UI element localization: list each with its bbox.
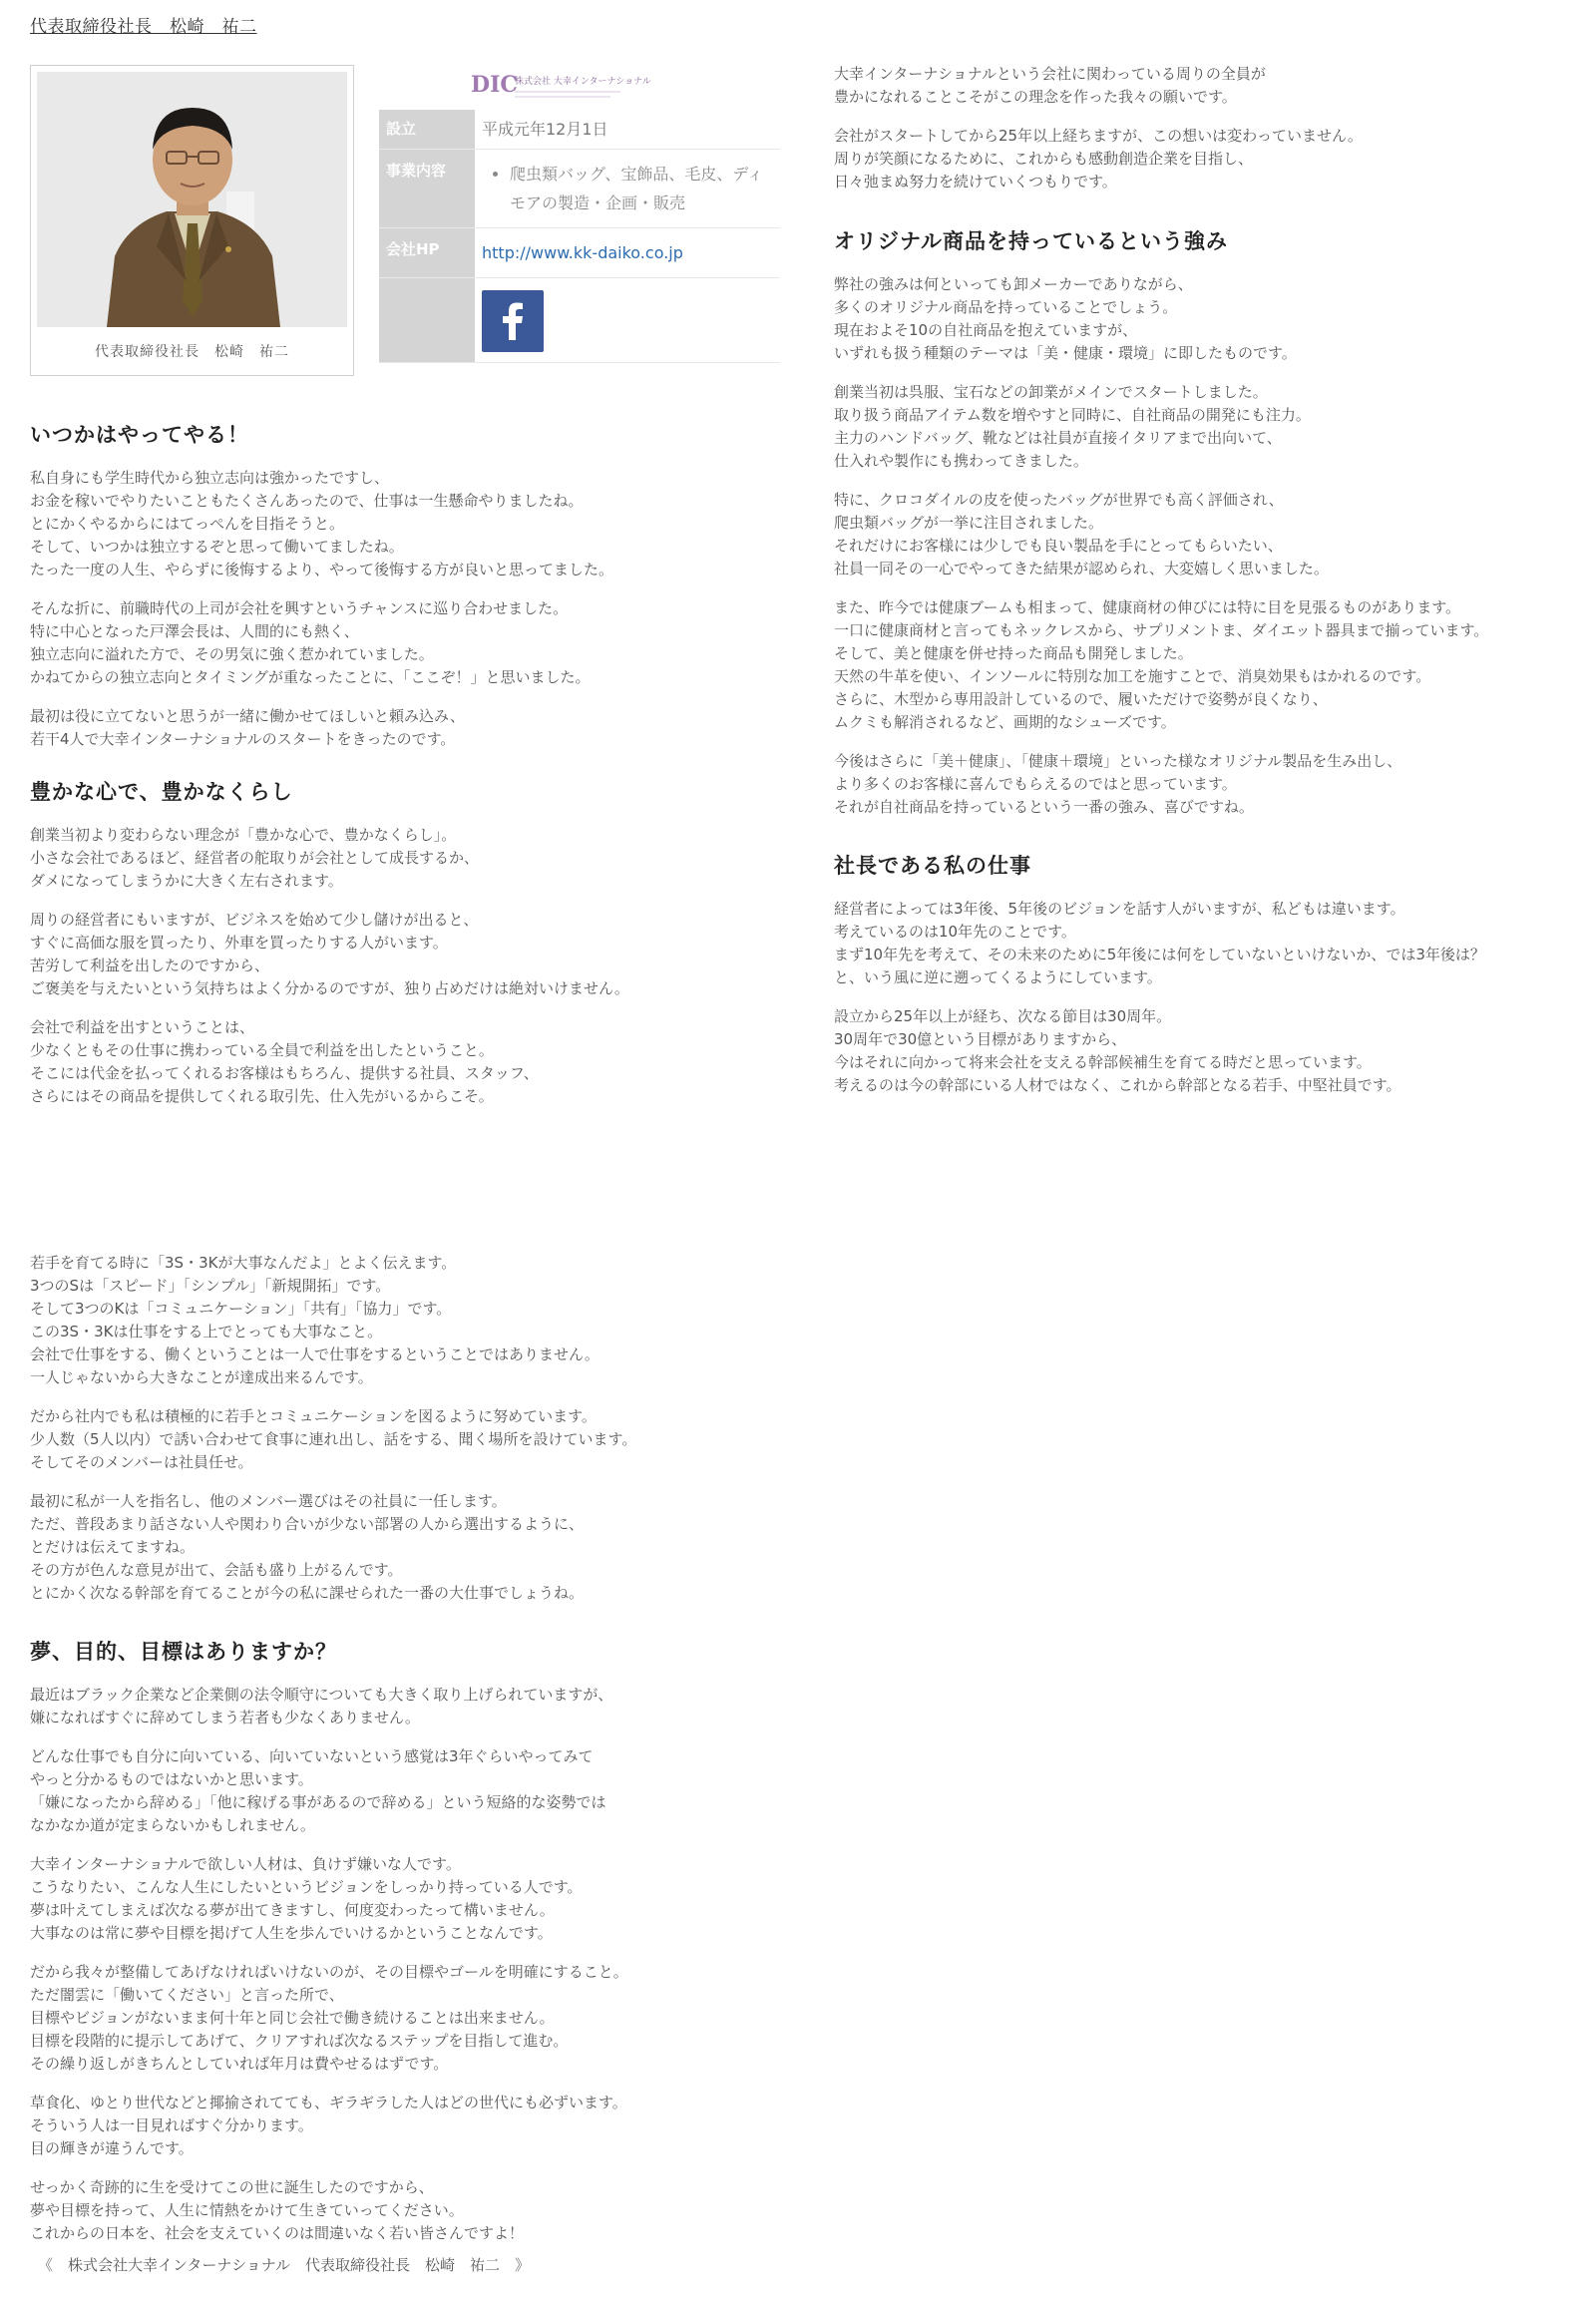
section-yume: [30, 1636, 818, 2261]
president-photo-card: [30, 65, 354, 376]
facebook-icon: [482, 290, 544, 352]
business-value: [475, 150, 780, 228]
section-original: [834, 225, 1582, 835]
paragraph: 創業当初より変わらない理念が「豊かな心で、豊かなくらし」。 小さな会社であるほど、経営者の舵取りが会社として成長するか、 ダメになってしまうかに大きく左右されます。: [30, 826, 480, 890]
page-title: 代表取締役社長 松崎 祐二: [30, 17, 257, 37]
facebook-label-cell: [379, 278, 475, 363]
paragraph: 創業当初は呉服、宝石などの卸業がメインでスタートしました。 取り扱う商品アイテム数を増やすと同時に、自社商品の開発にも注力。 主力のハンドバッグ、靴などは社員が直接イタリアまで出向いて、 仕入れや製作にも携わってきました。: [834, 383, 1311, 470]
company-hp-link[interactable]: http://www.kk-daiko.co.jp: [482, 243, 683, 262]
paragraph: 会社がスタートしてから25年以上経ちますが、この想いは変わっていません。 周りが笑顔になるために、これからも感動創造企業を目指し、 日々弛まぬ努力を続けていくつもりです。: [834, 127, 1363, 191]
facebook-cell: [475, 278, 780, 363]
section-heading: オリジナル商品を持っているという強み: [834, 229, 1228, 253]
section-itsuka: [30, 419, 818, 767]
paragraph: だから社内でも私は積極的に若手とコミュニケーションを図るように努めています。 少人数（5人以内）で誘い合わせて食事に連れ出し、話をする、聞く場所を設けています。 そしてそのメンバーは社員任せ。: [30, 1407, 637, 1471]
paragraph: 私自身にも学生時代から独立志向は強かったですし、 お金を稼いでやりたいこともたくさんあったので、仕事は一生懸命やりましたね。 とにかくやるからにはてっぺんを目指そうと。 そして、いつかは独立するぞと思って働いてましたね。 たった一度の人生、やらずに後悔するより、やって後悔する方が良いと思ってました。: [30, 469, 614, 578]
section-shigoto: [834, 850, 1582, 1113]
paragraph: せっかく奇跡的に生を受けてこの世に誕生したのですから、 夢や目標を持って、人生に情熱をかけて生きていってください。 これからの日本を、社会を支えていくのは間違いなく若い皆さんですよ！: [30, 2178, 525, 2242]
business-item: • 爬虫類バッグ、宝飾品、毛皮、ディモアの製造・企画・販売: [510, 160, 773, 217]
paragraph: 設立から25年以上が経ち、次なる節目は30周年。 30周年で30億という目標がありますから、 今はそれに向かって将来会社を支える幹部候補生を育てる時だと思っています。 考えるのは今の幹部にいる人材ではなく、これから幹部となる若手、中堅社員です。: [834, 1007, 1401, 1094]
company-info-table: [379, 110, 780, 363]
paragraph: 若手を育てる時に「3S・3Kが大事なんだよ」とよく伝えます。 3つのSは「スピード」「シンプル」「新規開拓」です。 そして3つのKは「コミュニケーション」「共有」「協力」です。 この3S・3Kは仕事をする上でとっても大事なこと。 会社で仕事をする、働くということは一人で仕事をするということではありません。 一人じゃないから大きなことが達成出来るんです。: [30, 1254, 599, 1386]
business-row: [379, 150, 780, 228]
photo-caption: 代表取締役社長 松崎 祐二: [95, 344, 289, 360]
hp-value: [475, 228, 780, 278]
hp-row: [379, 228, 780, 278]
founded-value: 平成元年12月1日: [475, 110, 780, 150]
section-yutaka: [30, 776, 818, 1124]
section-heading: 社長である私の仕事: [834, 854, 1031, 878]
section-heading: 豊かな心で、豊かなくらし: [30, 780, 293, 804]
logo-text: 株式会社 大幸インターナショナル: [515, 77, 651, 87]
section-heading: いつかはやってやる！: [30, 423, 249, 447]
founded-row: [379, 110, 780, 150]
founded-label: 設立: [379, 110, 475, 150]
section-3s3k: [30, 1252, 818, 1621]
paragraph: 最初に私が一人を指名し、他のメンバー選びはその社員に一任します。 ただ、普段あまり話さない人や関わり合いが少ない部署の人から選出するように、 とだけは伝えてますね。 その方が色んな意見が出て、会話も盛り上がるんです。 とにかく次なる幹部を育てることが今の私に課せられた一番の大仕事でしょうね。: [30, 1492, 585, 1602]
section-rinen: [834, 63, 1582, 209]
paragraph: 経営者によっては3年後、5年後のビジョンを話す人がいますが、私どもは違います。 考えているのは10年先のことです。 まず10年先を考えて、その未来のために5年後には何をしていないといけないか、では3年後は？ と、いう風に逆に遡ってくるようにしています。: [834, 900, 1485, 986]
paragraph: 大幸インターナショナルで欲しい人材は、負けず嫌いな人です。 こうなりたい、こんな人生にしたいというビジョンをしっかり持っている人です。 夢は叶えてしまえば次なる夢が出てきますし、何度変わったって構いません。 大事なのは常に夢や目標を掲げて人生を歩んでいけるかということなんです。: [30, 1855, 583, 1942]
hp-label: 会社HP: [379, 228, 475, 278]
paragraph: 周りの経営者にもいますが、ビジネスを始めて少し儲けが出ると、 すぐに高価な服を買ったり、外車を買ったりする人がいます。 苦労して利益を出したのですから、 ご褒美を与えたいという気持ちはよく分かるのですが、独り占めだけは絶対いけません。: [30, 911, 629, 997]
section-heading: 夢、目的、目標はありますか？: [30, 1640, 337, 1664]
paragraph: だから我々が整備してあげなければいけないのが、その目標やゴールを明確にすること。 ただ闇雲に「働いてください」と言った所で、 目標やビジョンがないまま何十年と同じ会社で働き続けることは出来ません。 目標を段階的に提示してあげて、クリアすれば次なるステップを目指して進む。 その繰り返しがきちんとしていれば年月は費やせるはずです。: [30, 1963, 628, 2073]
company-logo: [471, 70, 651, 110]
paragraph: 草食化、ゆとり世代などと揶揄されてても、ギラギラした人はどの世代にも必ずいます。 そういう人は一目見ればすぐ分かります。 目の輝きが違うんです。: [30, 2094, 627, 2157]
svg-text:DIC: DIC: [471, 72, 518, 98]
footer-signature: 《 株式会社大幸インターナショナル 代表取締役社長 松崎 祐二 》: [38, 2256, 531, 2274]
facebook-row: [379, 278, 780, 363]
paragraph: そんな折に、前職時代の上司が会社を興すというチャンスに巡り合わせました。 特に中心となった戸澤会長は、人間的にも熱く、 独立志向に溢れた方で、その男気に強く惹かれていました。 かねてからの独立志向とタイミングが重なったことに、「ここぞ！」と思いました。: [30, 599, 591, 686]
paragraph: 特に、クロコダイルの皮を使ったバッグが世界でも高く評価され、 爬虫類バッグが一挙に注目されました。 それだけにお客様には少しでも良い製品を手にとってもらいたい、 社員一同その一心でやってきた結果が認められ、大変嬉しく思いました。: [834, 491, 1329, 577]
paragraph: 弊社の強みは何といっても卸メーカーでありながら、 多くのオリジナル商品を持っていることでしょう。 現在およそ10の自社商品を抱えていますが、 いずれも扱う種類のテーマは「美・健康・環境」に即したものです。: [834, 275, 1297, 362]
business-list: [482, 160, 773, 217]
paragraph: 最近はブラック企業など企業側の法令順守についても大きく取り上げられていますが、 嫌になればすぐに辞めてしまう若者も少なくありません。: [30, 1686, 613, 1726]
paragraph: どんな仕事でも自分に向いている、向いていないという感覚は3年ぐらいやってみて やっと分かるものではないかと思います。 「嫌になったから辞める」「他に稼げる事があるので辞める」という短絡的な姿勢では なかなか道が定まらないかもしれません。: [30, 1747, 606, 1834]
paragraph: また、昨今では健康ブームも相まって、健康商材の伸びには特に目を見張るものがあります。 一口に健康商材と言ってもネックレスから、サプリメントま、ダイエット器具まで揃っています。 そして、美と健康を併せ持った商品も開発しました。 天然の牛革を使い、インソールに特別な加工を施すことで、消臭効果もはかれるのです。 さらに、木型から専用設計しているので、履いただけで姿勢が良くなり、 ムクミも解消されるなど、画期的なシューズです。: [834, 598, 1489, 731]
facebook-button[interactable]: [482, 290, 544, 352]
paragraph: 今後はさらに「美＋健康」、「健康＋環境」といった様なオリジナル製品を生み出し、 より多くのお客様に喜んでもらえるのではと思っています。 それが自社商品を持っているという一番の強み、喜びですね。: [834, 752, 1402, 816]
person-illustration: [37, 72, 347, 327]
paragraph: 会社で利益を出すということは、 少なくともその仕事に携わっている全員で利益を出したということ。 そこには代金を払ってくれるお客様はもちろん、提供する社員、スタッフ、 さらにはその商品を提供してくれる取引先、仕入先がいるからこそ。: [30, 1018, 539, 1105]
president-photo: [37, 72, 347, 327]
paragraph: 大幸インターナショナルという会社に関わっている周りの全員が 豊かになれることこそがこの理念を作った我々の願いです。: [834, 65, 1266, 106]
paragraph: 最初は役に立てないと思うが一緒に働かせてほしいと頼み込み、 若干4人で大幸インターナショナルのスタートをきったのです。: [30, 707, 465, 748]
business-label: 事業内容: [379, 150, 475, 228]
